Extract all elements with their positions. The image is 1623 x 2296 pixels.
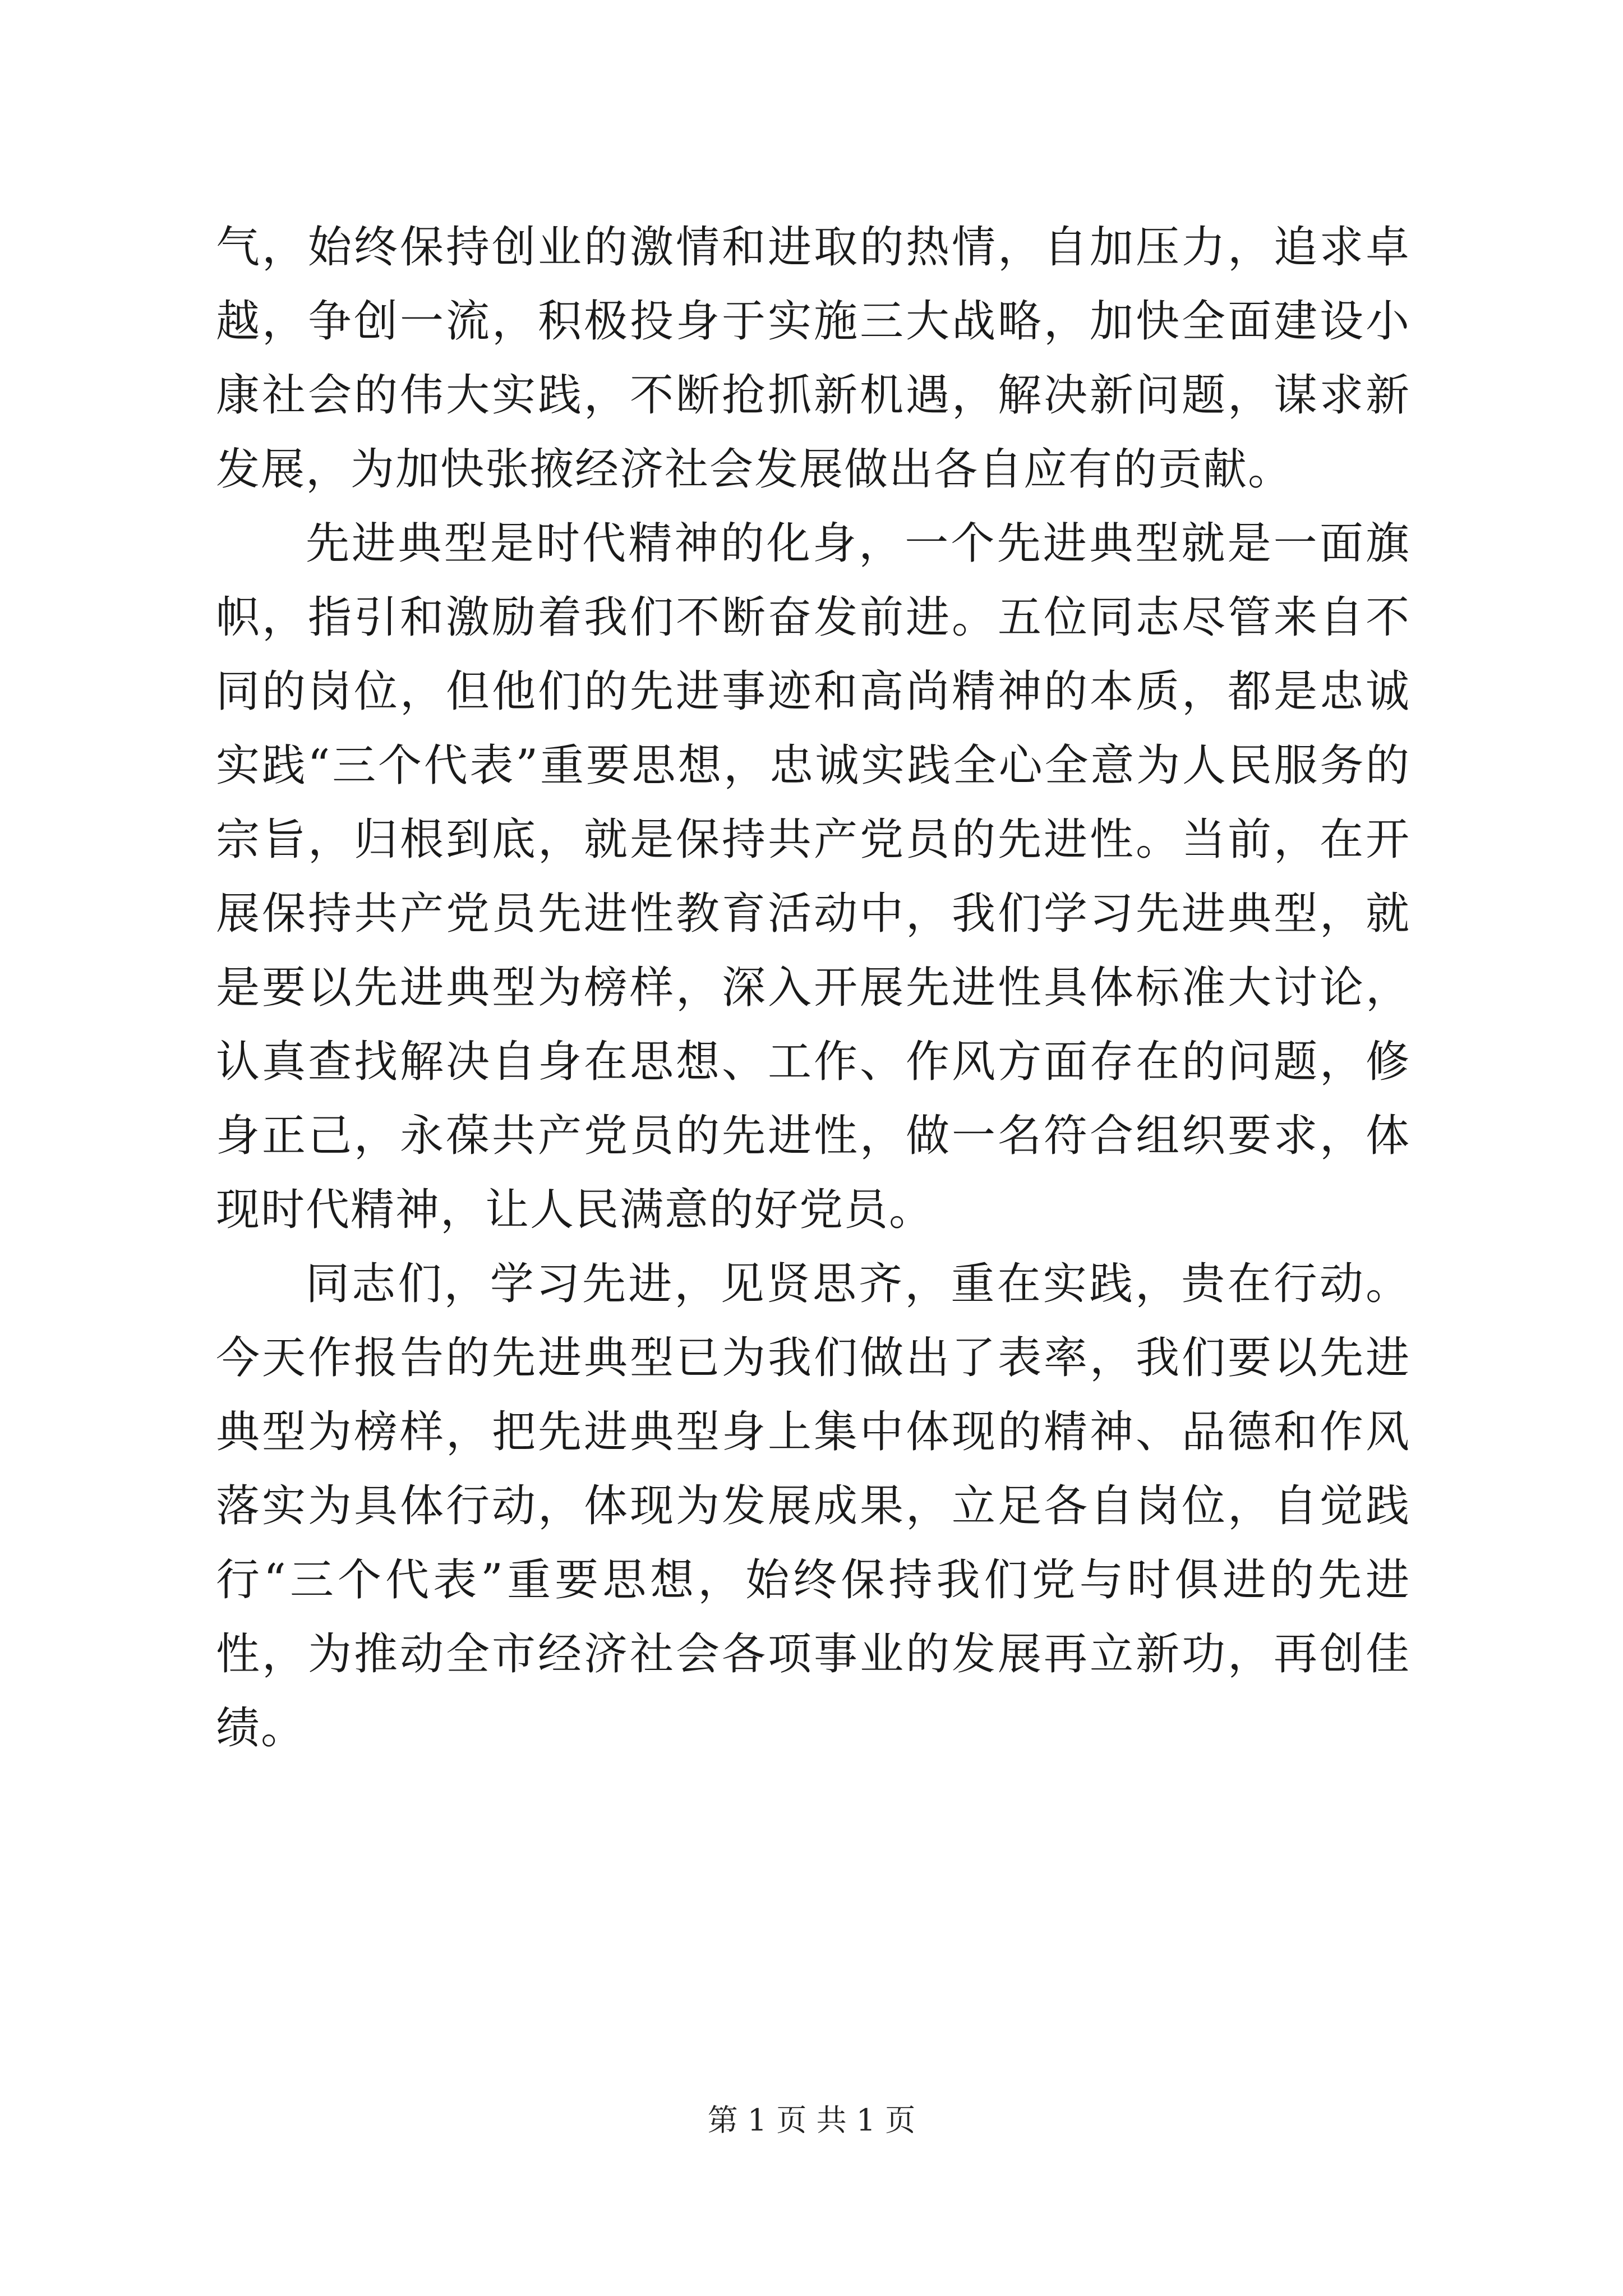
document-body — [216, 210, 1410, 1765]
paragraph-2: 先进典型是时代精神的化身，一个先进典型就是一面旗帜，指引和激励着我们不断奋发前进。五位同志尽管来自不同的岗位，但他们的先进事迹和高尚精神的本质，都是忠诚实践“三个代表”重要思想，忠诚实践全心全意为人民服务的宗旨，归根到底，就是保持共产党员的先进性。当前，在开展保持共产党员先进性教育活动中，我们学习先进典型，就是要以先进典型为榜样，深入开展先进性具体标准大讨论，认真查找解决自身在思想、工作、作风方面存在的问题，修身正己，永葆共产党员的先进性，做一名符合组织要求，体现时代精神，让人民满意的好党员。 — [216, 518, 1410, 1235]
paragraph-1: 气，始终保持创业的激情和进取的热情，自加压力，追求卓越，争创一流，积极投身于实施三大战略，加快全面建设小康社会的伟大实践，不断抢抓新机遇，解决新问题，谋求新发展，为加快张掖经济社会发展做出各自应有的贡献。 — [216, 222, 1410, 495]
page-number-footer: 第 1 页 共 1 页 — [707, 2102, 916, 2138]
paragraph-3: 同志们，学习先进，见贤思齐，重在实践，贵在行动。今天作报告的先进典型已为我们做出了表率，我们要以先进典型为榜样，把先进典型身上集中体现的精神、品德和作风落实为具体行动，体现为发展成果，立足各自岗位，自觉践行“三个代表”重要思想，始终保持我们党与时俱进的先进性，为推动全市经济社会各项事业的发展再立新功，再创佳绩。 — [216, 1259, 1410, 1754]
